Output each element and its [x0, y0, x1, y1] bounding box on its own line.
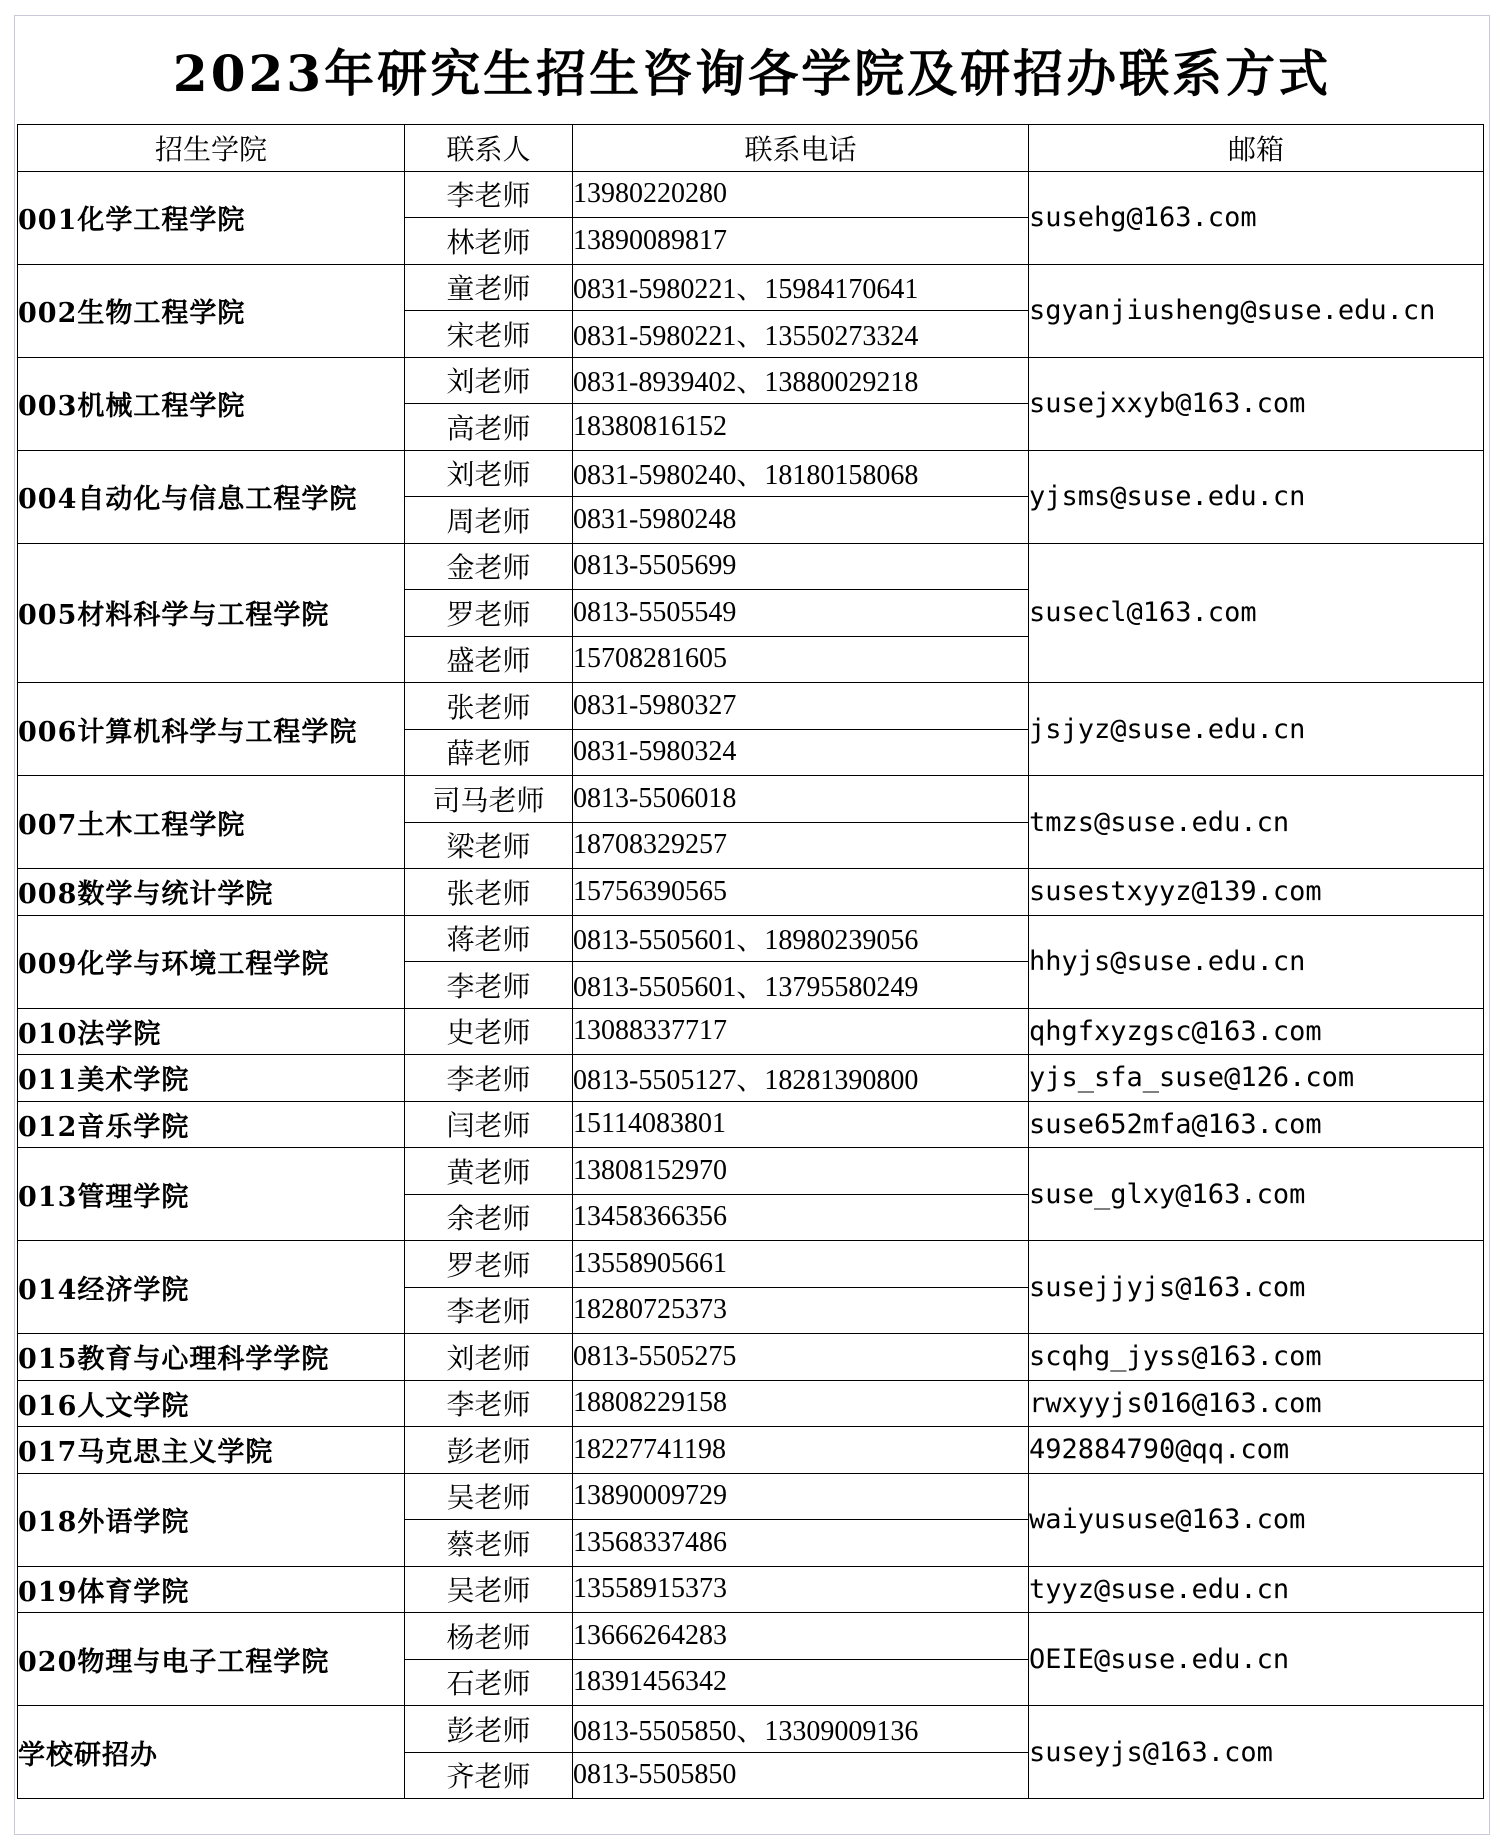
phone-cell: 13808152970 [573, 1148, 1029, 1195]
phone-cell: 18380816152 [573, 404, 1029, 451]
contact-person-cell: 童老师 [405, 264, 573, 311]
header-email: 邮箱 [1029, 125, 1484, 172]
contact-person-cell: 李老师 [405, 1287, 573, 1334]
email-cell: sgyanjiusheng@suse.edu.cn [1029, 264, 1484, 357]
email-cell: suse652mfa@163.com [1029, 1101, 1484, 1148]
contact-person-cell: 梁老师 [405, 822, 573, 869]
college-cell: 014经济学院 [18, 1241, 405, 1334]
table-row [18, 171, 1484, 218]
table-row [18, 450, 1484, 497]
contact-person-cell: 闫老师 [405, 1101, 573, 1148]
email-cell: susehg@163.com [1029, 171, 1484, 264]
contact-person-cell: 刘老师 [405, 357, 573, 404]
table-row [18, 264, 1484, 311]
contact-person-cell: 罗老师 [405, 590, 573, 637]
contact-person-cell: 宋老师 [405, 311, 573, 358]
college-cell: 013管理学院 [18, 1148, 405, 1241]
college-cell: 学校研招办 [18, 1706, 405, 1799]
table-row [18, 1055, 1484, 1102]
contact-person-cell: 黄老师 [405, 1148, 573, 1195]
contact-person-cell: 彭老师 [405, 1706, 573, 1753]
college-cell: 005材料科学与工程学院 [18, 543, 405, 683]
phone-cell: 18808229158 [573, 1380, 1029, 1427]
phone-cell: 0813-5505850、13309009136 [573, 1706, 1029, 1753]
header-contact-person: 联系人 [405, 125, 573, 172]
phone-cell: 18227741198 [573, 1427, 1029, 1474]
contact-person-cell: 余老师 [405, 1194, 573, 1241]
phone-cell: 15756390565 [573, 869, 1029, 916]
contact-person-cell: 李老师 [405, 1380, 573, 1427]
page-title: 2023年研究生招生咨询各学院及研招办联系方式 [172, 44, 1332, 103]
contact-person-cell: 林老师 [405, 218, 573, 265]
contact-person-cell: 吴老师 [405, 1566, 573, 1613]
phone-cell: 13980220280 [573, 171, 1029, 218]
phone-cell: 13890089817 [573, 218, 1029, 265]
college-cell: 007土木工程学院 [18, 776, 405, 869]
email-cell: waiyususe@163.com [1029, 1473, 1484, 1566]
table-row [18, 1008, 1484, 1055]
contact-person-cell: 李老师 [405, 171, 573, 218]
table-row [18, 683, 1484, 730]
phone-cell: 18280725373 [573, 1287, 1029, 1334]
phone-cell: 0813-5505699 [573, 543, 1029, 590]
table-row [18, 1148, 1484, 1195]
college-cell: 008数学与统计学院 [18, 869, 405, 916]
contact-person-cell: 薛老师 [405, 729, 573, 776]
phone-cell: 0831-5980324 [573, 729, 1029, 776]
phone-cell: 0813-5505549 [573, 590, 1029, 637]
contact-person-cell: 刘老师 [405, 1334, 573, 1381]
email-cell: tmzs@suse.edu.cn [1029, 776, 1484, 869]
phone-cell: 13666264283 [573, 1613, 1029, 1660]
phone-cell: 0831-5980221、15984170641 [573, 264, 1029, 311]
phone-cell: 0831-8939402、13880029218 [573, 357, 1029, 404]
phone-cell: 0813-5505601、13795580249 [573, 962, 1029, 1009]
email-cell: scqhg_jyss@163.com [1029, 1334, 1484, 1381]
contact-person-cell: 李老师 [405, 1055, 573, 1102]
table-row [18, 1241, 1484, 1288]
table-row [18, 543, 1484, 590]
phone-cell: 0813-5505127、18281390800 [573, 1055, 1029, 1102]
college-cell: 004自动化与信息工程学院 [18, 450, 405, 543]
header-phone: 联系电话 [573, 125, 1029, 172]
college-cell: 020物理与电子工程学院 [18, 1613, 405, 1706]
phone-cell: 13890009729 [573, 1473, 1029, 1520]
contact-person-cell: 司马老师 [405, 776, 573, 823]
table-row [18, 1613, 1484, 1660]
phone-cell: 0813-5505275 [573, 1334, 1029, 1381]
contact-person-cell: 金老师 [405, 543, 573, 590]
phone-cell: 0831-5980248 [573, 497, 1029, 544]
college-cell: 001化学工程学院 [18, 171, 405, 264]
contact-person-cell: 杨老师 [405, 1613, 573, 1660]
table-row [18, 1380, 1484, 1427]
college-cell: 003机械工程学院 [18, 357, 405, 450]
phone-cell: 13568337486 [573, 1520, 1029, 1567]
email-cell: suseyjs@163.com [1029, 1706, 1484, 1799]
email-cell: OEIE@suse.edu.cn [1029, 1613, 1484, 1706]
table-row [18, 1334, 1484, 1381]
contacts-table [17, 124, 1484, 1799]
email-cell: tyyz@suse.edu.cn [1029, 1566, 1484, 1613]
table-row [18, 776, 1484, 823]
contact-person-cell: 刘老师 [405, 450, 573, 497]
email-cell: qhgfxyzgsc@163.com [1029, 1008, 1484, 1055]
email-cell: suse_glxy@163.com [1029, 1148, 1484, 1241]
phone-cell: 15708281605 [573, 636, 1029, 683]
college-cell: 012音乐学院 [18, 1101, 405, 1148]
table-row [18, 1706, 1484, 1753]
college-cell: 010法学院 [18, 1008, 405, 1055]
contact-person-cell: 齐老师 [405, 1752, 573, 1799]
contact-person-cell: 周老师 [405, 497, 573, 544]
phone-cell: 0831-5980327 [573, 683, 1029, 730]
spreadsheet-sheet [14, 15, 1490, 1835]
email-cell: 492884790@qq.com [1029, 1427, 1484, 1474]
phone-cell: 15114083801 [573, 1101, 1029, 1148]
email-cell: hhyjs@suse.edu.cn [1029, 915, 1484, 1008]
contact-person-cell: 彭老师 [405, 1427, 573, 1474]
contact-person-cell: 蒋老师 [405, 915, 573, 962]
college-cell: 009化学与环境工程学院 [18, 915, 405, 1008]
college-cell: 002生物工程学院 [18, 264, 405, 357]
contact-person-cell: 石老师 [405, 1659, 573, 1706]
contact-person-cell: 蔡老师 [405, 1520, 573, 1567]
email-cell: susestxyyz@139.com [1029, 869, 1484, 916]
phone-cell: 0813-5506018 [573, 776, 1029, 823]
table-header-row [18, 125, 1484, 172]
table-row [18, 1427, 1484, 1474]
contact-person-cell: 史老师 [405, 1008, 573, 1055]
college-cell: 018外语学院 [18, 1473, 405, 1566]
college-cell: 016人文学院 [18, 1380, 405, 1427]
email-cell: susecl@163.com [1029, 543, 1484, 683]
contact-person-cell: 李老师 [405, 962, 573, 1009]
contact-person-cell: 张老师 [405, 869, 573, 916]
contact-person-cell: 吴老师 [405, 1473, 573, 1520]
phone-cell: 0813-5505850 [573, 1752, 1029, 1799]
phone-cell: 0831-5980221、13550273324 [573, 311, 1029, 358]
phone-cell: 18391456342 [573, 1659, 1029, 1706]
email-cell: jsjyz@suse.edu.cn [1029, 683, 1484, 776]
contact-person-cell: 盛老师 [405, 636, 573, 683]
email-cell: rwxyyjs016@163.com [1029, 1380, 1484, 1427]
college-cell: 006计算机科学与工程学院 [18, 683, 405, 776]
table-row [18, 1101, 1484, 1148]
contact-person-cell: 张老师 [405, 683, 573, 730]
table-row [18, 1473, 1484, 1520]
college-cell: 011美术学院 [18, 1055, 405, 1102]
table-row [18, 1566, 1484, 1613]
table-row [18, 915, 1484, 962]
email-cell: yjs_sfa_suse@126.com [1029, 1055, 1484, 1102]
phone-cell: 13088337717 [573, 1008, 1029, 1055]
table-body [18, 171, 1484, 1799]
table-row [18, 869, 1484, 916]
header-college: 招生学院 [18, 125, 405, 172]
email-cell: yjsms@suse.edu.cn [1029, 450, 1484, 543]
college-cell: 019体育学院 [18, 1566, 405, 1613]
phone-cell: 13458366356 [573, 1194, 1029, 1241]
phone-cell: 13558915373 [573, 1566, 1029, 1613]
contact-person-cell: 高老师 [405, 404, 573, 451]
email-cell: susejjyjs@163.com [1029, 1241, 1484, 1334]
table-row [18, 357, 1484, 404]
phone-cell: 13558905661 [573, 1241, 1029, 1288]
phone-cell: 18708329257 [573, 822, 1029, 869]
phone-cell: 0831-5980240、18180158068 [573, 450, 1029, 497]
contact-person-cell: 罗老师 [405, 1241, 573, 1288]
college-cell: 017马克思主义学院 [18, 1427, 405, 1474]
phone-cell: 0813-5505601、18980239056 [573, 915, 1029, 962]
email-cell: susejxxyb@163.com [1029, 357, 1484, 450]
college-cell: 015教育与心理科学学院 [18, 1334, 405, 1381]
